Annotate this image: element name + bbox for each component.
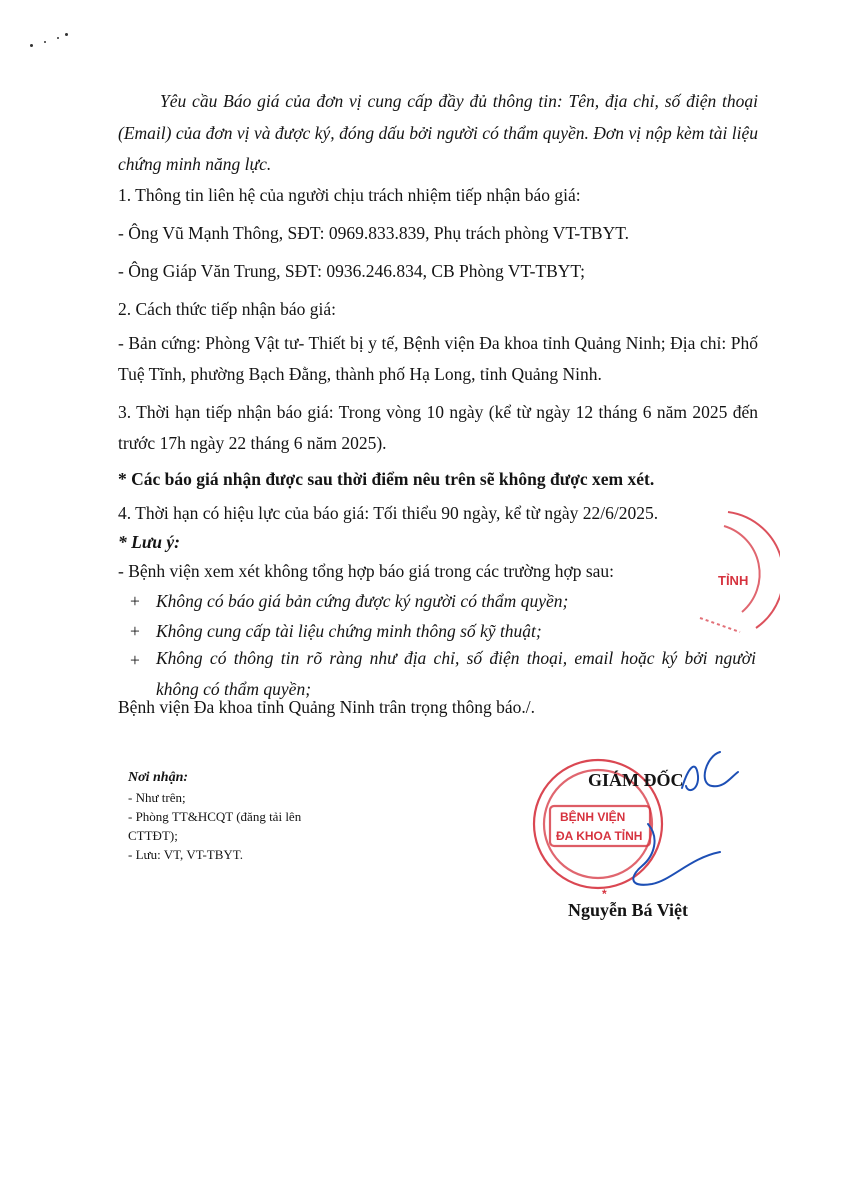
note-bullet: + [130,621,140,641]
recipient-line: - Như trên; [128,790,186,805]
recipient-line: - Lưu: VT, VT-TBYT. [128,847,244,862]
section-4: 4. Thời hạn có hiệu lực của báo giá: Tối thiểu 90 ngày, kể từ ngày 22/6/2025. [118,503,659,523]
closing-line: Bệnh viện Đa khoa tỉnh Quảng Ninh trân trọng thông báo./. [118,697,536,717]
note-lead: - Bệnh viện xem xét không tổng hợp báo giá trong các trường hợp sau: [118,561,615,581]
stamp-ring-text: TỈNH [718,573,749,588]
section-2-heading: 2. Cách thức tiếp nhận báo giá: [118,299,336,319]
note-item-1: Không có báo giá bản cứng được ký người có thẩm quyền; [156,591,569,611]
section-1-heading: 1. Thông tin liên hệ của người chịu trách nhiệm tiếp nhận báo giá: [118,185,581,205]
stamp-text-line-2: ĐA KHOA TỈNH [556,829,643,843]
signer-name: Nguyễn Bá Việt [568,900,689,920]
note-item-2: Không cung cấp tài liệu chứng minh thông số kỹ thuật; [156,621,542,641]
section-2-detail: - Bản cứng: Phòng Vật tư- Thiết bị y tế, Bệnh viện Đa khoa tỉnh Quảng Ninh; Địa chỉ: Phố Tuệ Tĩnh, phường Bạch Đằng, thành phố Hạ Long, tỉnh Quảng Ninh. [118,333,758,384]
contact-line-2: - Ông Giáp Văn Trung, SĐT: 0936.246.834, CB Phòng VT-TBYT; [118,261,585,281]
signer-role: GIÁM ĐỐC [588,770,684,790]
stamp-text-line-1: BỆNH VIỆN [560,810,626,824]
note-title: * Lưu ý: [118,532,181,552]
scan-speck [57,37,59,39]
section-3: 3. Thời hạn tiếp nhận báo giá: Trong vòng 10 ngày (kể từ ngày 12 tháng 6 năm 2025 đến trước 17h ngày 22 tháng 6 năm 2025). [118,402,758,453]
scan-speck [30,44,33,47]
svg-text:*: * [602,887,607,901]
scan-speck [44,41,46,43]
scan-speck [65,33,68,36]
recipient-line: - Phòng TT&HCQT (đăng tải lên [128,809,302,824]
intro-paragraph: Yêu cầu Báo giá của đơn vị cung cấp đầy đủ thông tin: Tên, địa chỉ, số điện thoại (Email) của đơn vị và được ký, đóng dấu bởi người có thẩm quyền. Đơn vị nộp kèm tài liệu chứng minh năng lực. [118,91,758,174]
contact-line-1: - Ông Vũ Mạnh Thông, SĐT: 0969.833.839, Phụ trách phòng VT-TBYT. [118,223,629,243]
partial-stamp-seal [680,500,780,650]
note-bullet: + [130,591,140,611]
note-item-3-text: Không có thông tin rõ ràng như địa chỉ, số điện thoại, email hoặc ký bởi người không có thẩm quyền; [156,648,756,699]
late-quote-warning: * Các báo giá nhận được sau thời điểm nêu trên sẽ không được xem xét. [118,469,655,489]
recipient-line: CTTĐT); [128,828,178,843]
recipients-title: Nơi nhận: [128,770,189,785]
note-bullet: + [130,650,140,670]
